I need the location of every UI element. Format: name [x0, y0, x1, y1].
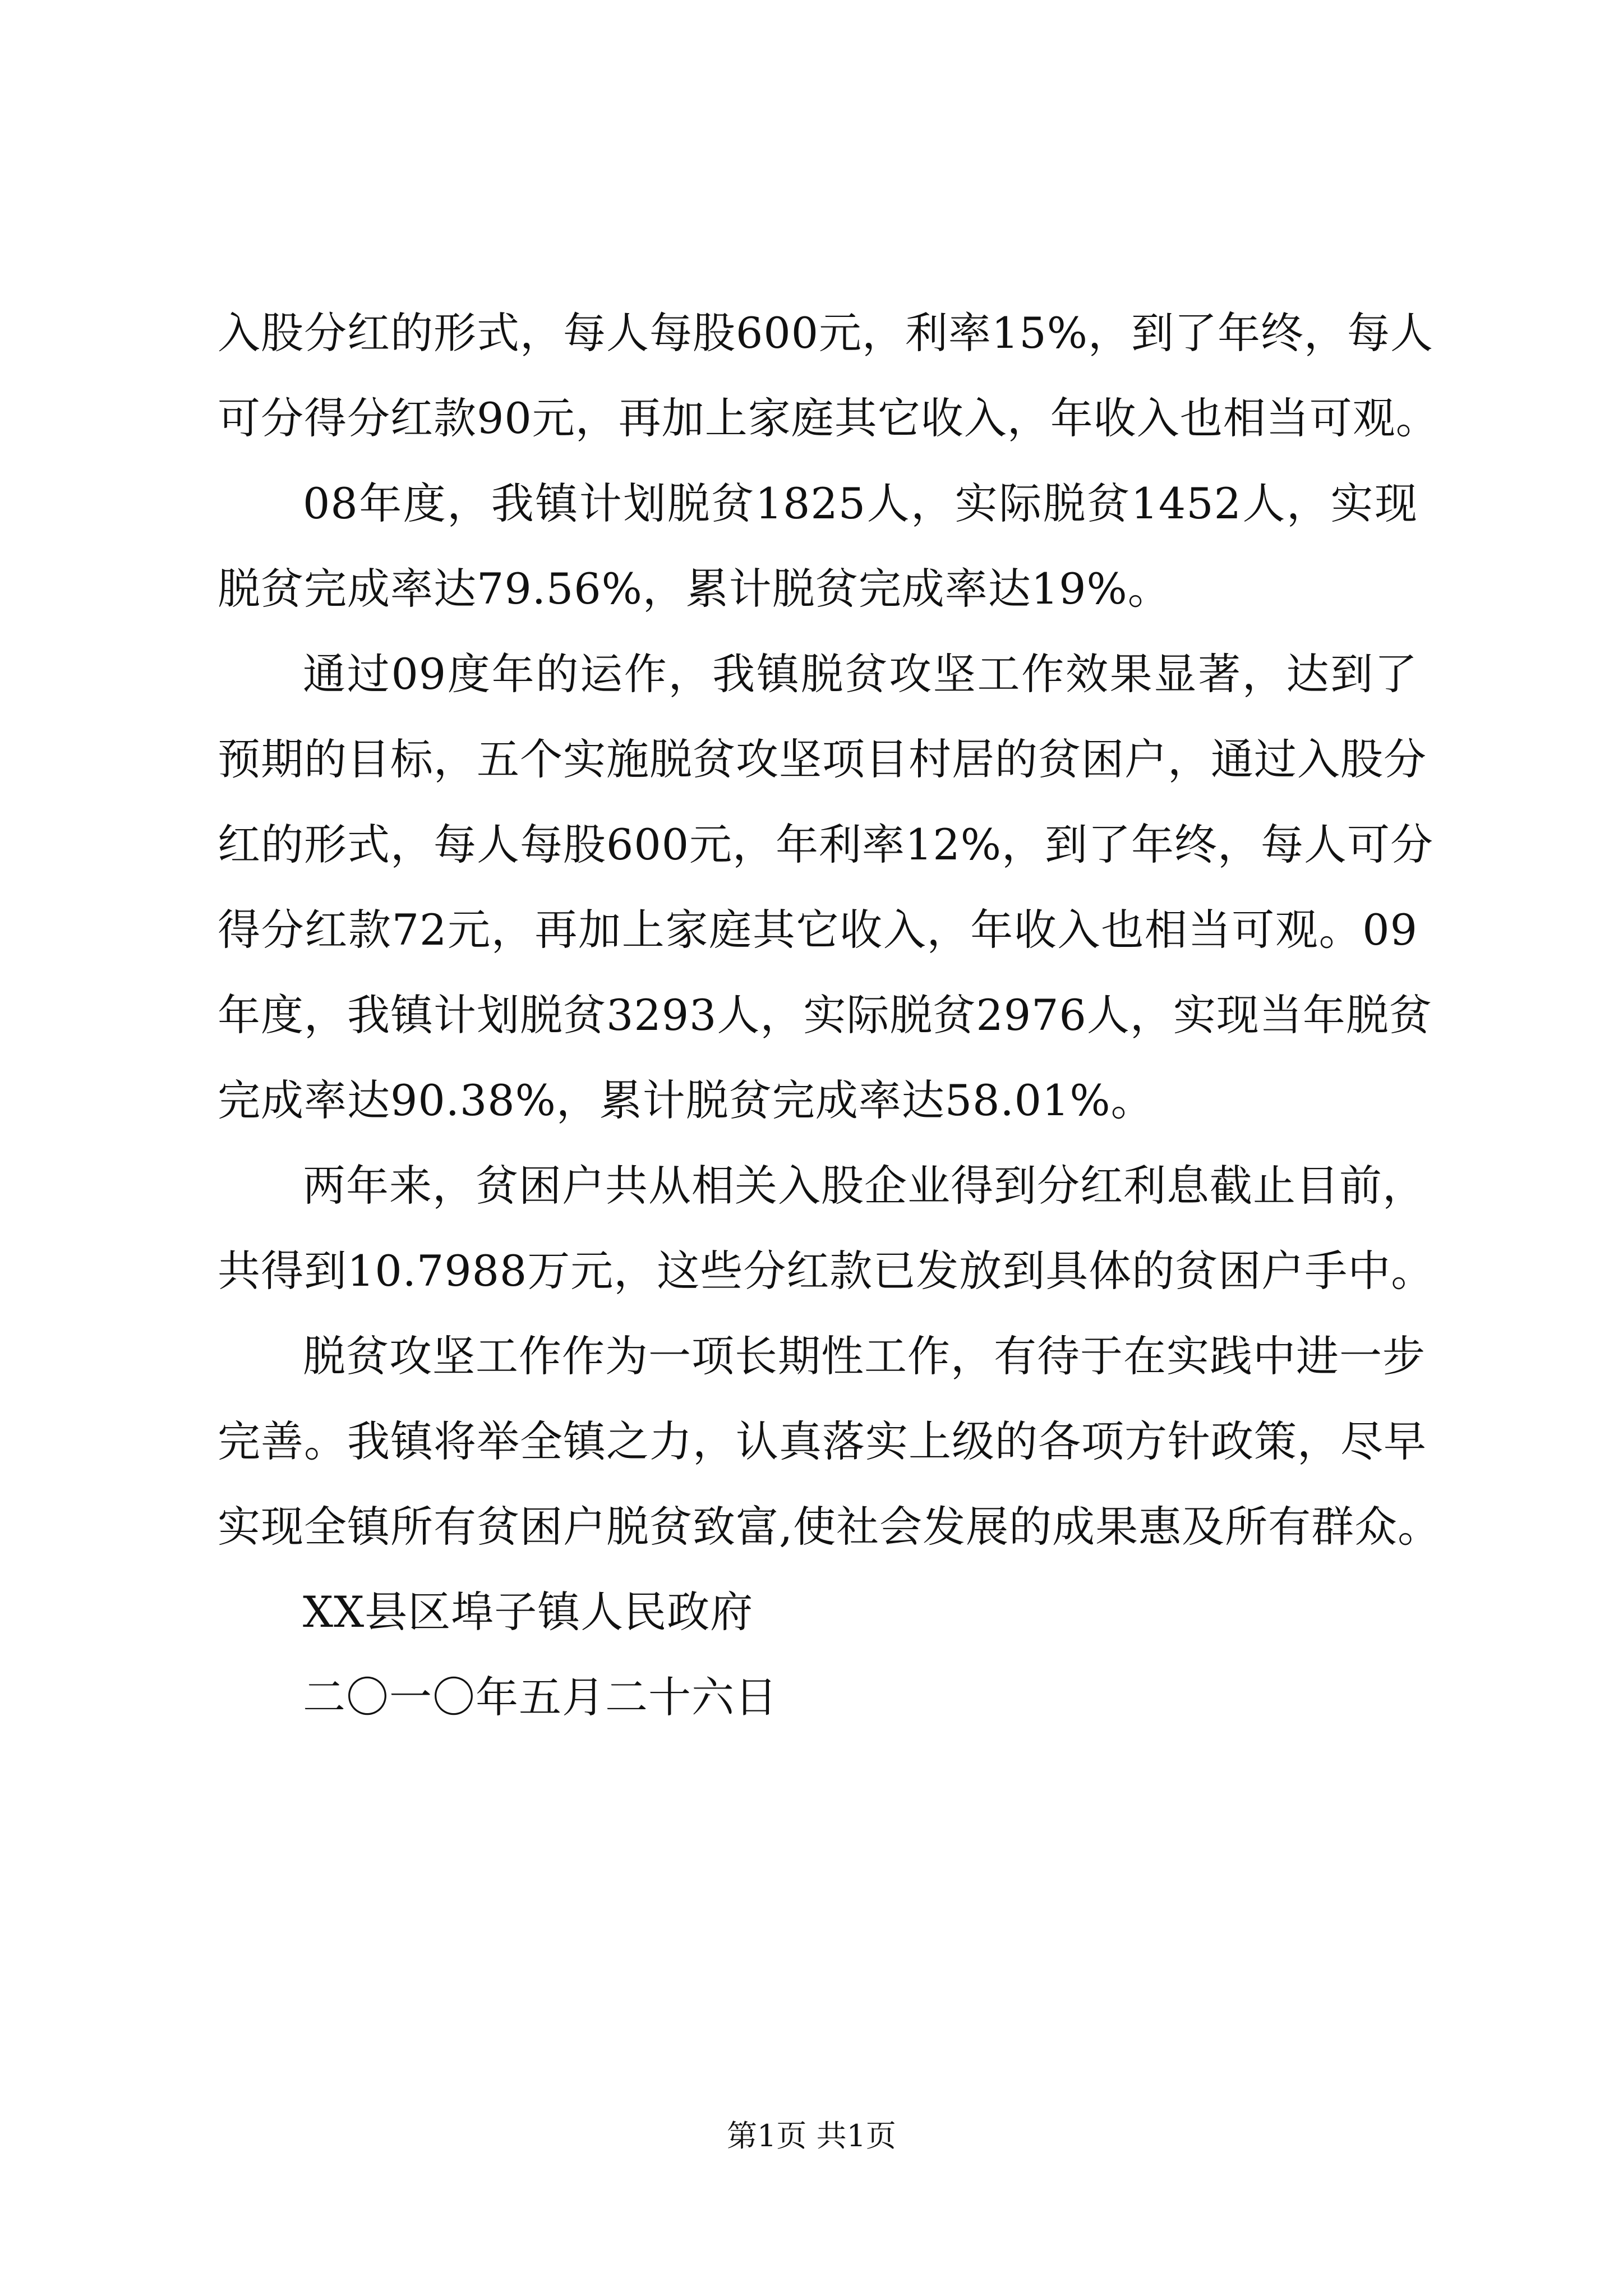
paragraph-line: 红的形式，每人每股600元，年利率12%，到了年终，每人可分 — [218, 820, 1433, 869]
paragraph-line: 脱贫完成率达79.56%，累计脱贫完成率达19%。 — [218, 564, 1171, 614]
document-body — [218, 291, 1441, 1740]
paragraph-line: 通过09度年的运作，我镇脱贫攻坚工作效果显著，达到了 — [303, 649, 1418, 699]
signature-date: 二〇一〇年五月二十六日 — [303, 1672, 778, 1722]
page-footer: 第1页 共1页 — [727, 2118, 896, 2154]
paragraph-line: 入股分红的形式，每人每股600元，利率15%，到了年终，每人 — [218, 308, 1433, 358]
paragraph-line: 实现全镇所有贫困户脱贫致富,使社会发展的成果惠及所有群众。 — [218, 1502, 1441, 1552]
paragraph-line: 完成率达90.38%，累计脱贫完成率达58.01%。 — [218, 1075, 1154, 1125]
paragraph-line: 脱贫攻坚工作作为一项长期性工作，有待于在实践中进一步 — [303, 1331, 1426, 1381]
paragraph-line: 共得到10.7988万元，这些分红款已发放到具体的贫困户手中。 — [218, 1246, 1435, 1296]
paragraph-line: 得分红款72元，再加上家庭其它收入，年收入也相当可观。09 — [218, 905, 1418, 955]
paragraph-line: 年度，我镇计划脱贫3293人，实际脱贫2976人，实现当年脱贫 — [218, 990, 1432, 1040]
paragraph-line: 预期的目标，五个实施脱贫攻坚项目村居的贫困户，通过入股分 — [218, 734, 1427, 784]
signature-organization: XX县区埠子镇人民政府 — [303, 1587, 754, 1637]
paragraph-line: 可分得分红款90元，再加上家庭其它收入，年收入也相当可观。 — [218, 393, 1439, 443]
paragraph-line: 08年度，我镇计划脱贫1825人，实际脱贫1452人，实现 — [303, 478, 1418, 528]
paragraph-line: 两年来，贫困户共从相关入股企业得到分红利息截止目前， — [303, 1161, 1426, 1211]
paragraph-line: 完善。我镇将举全镇之力，认真落实上级的各项方针政策，尽早 — [218, 1416, 1427, 1466]
